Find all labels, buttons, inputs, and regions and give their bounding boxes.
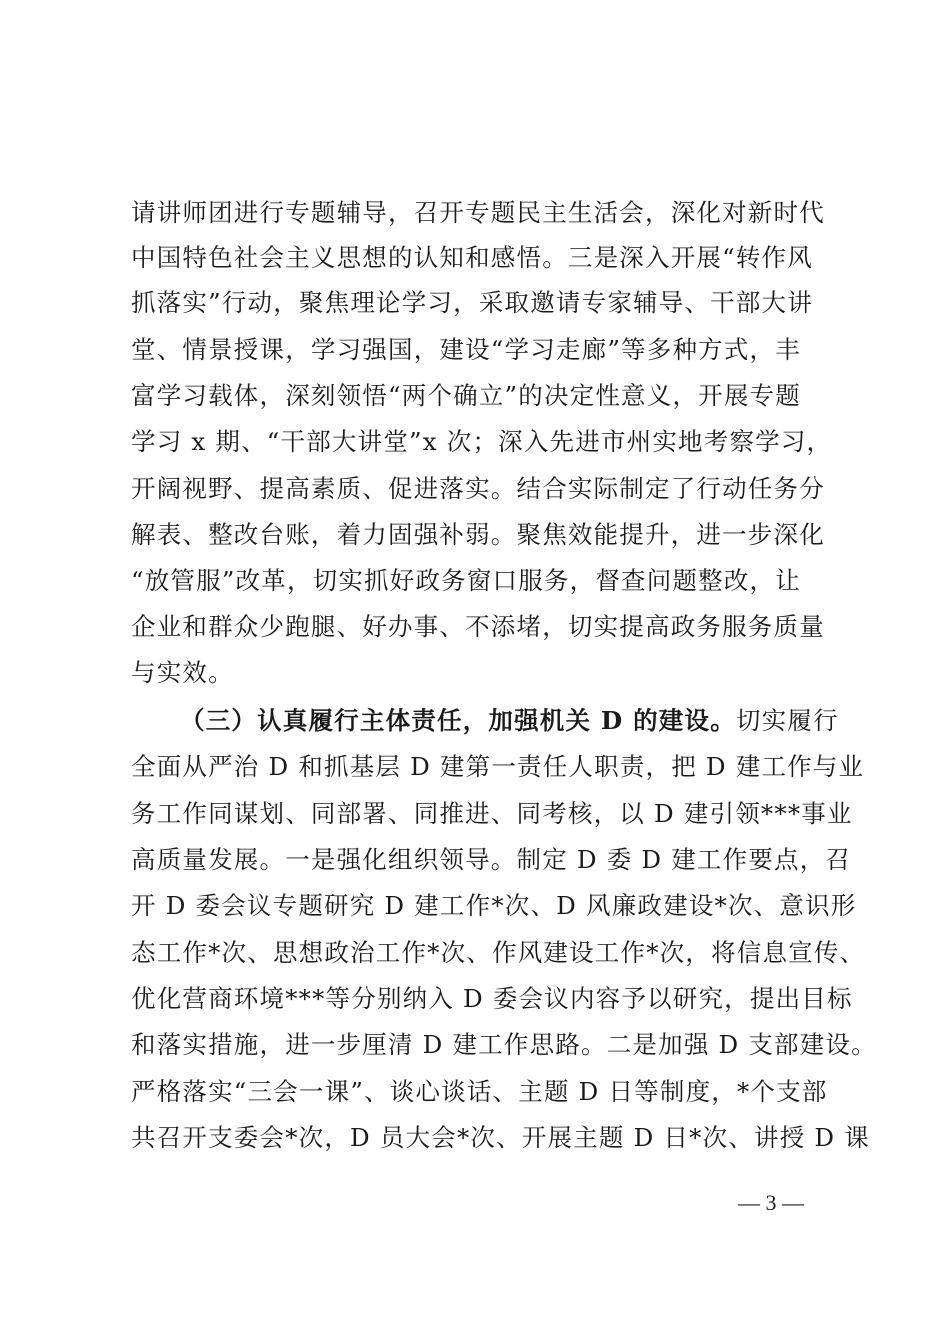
body-line-6: 学习 x 期、“干部大讲堂”x 次；深入先进市州实地考察学习， bbox=[131, 427, 833, 456]
body-line-7: 开阔视野、提高素质、促进落实。结合实际制定了行动任务分 bbox=[131, 474, 825, 503]
body-line-2: 中国特色社会主义思想的认知和感悟。三是深入开展“转作风 bbox=[131, 243, 813, 272]
section-3-line-4: 开 D 委会议专题研究 D 建工作*次、D 风廉政建设*次、意识形 bbox=[131, 891, 857, 920]
section-3-line-6: 优化营商环境***等分别纳入 D 委会议内容予以研究，提出目标 bbox=[131, 984, 853, 1013]
section-3-line-7: 和落实措施，进一步厘清 D 建工作思路。二是加强 D 支部建设。 bbox=[131, 1030, 877, 1059]
body-line-8: 解表、整改台账，着力固强补弱。聚焦效能提升，进一步深化 bbox=[131, 520, 825, 549]
body-line-10: 企业和群众少跑腿、好办事、不添堵，切实提高政务服务质量 bbox=[131, 612, 825, 641]
section-3-line-5: 态工作*次、思想政治工作*次、作风建设工作*次，将信息宣传、 bbox=[131, 938, 866, 967]
section-3-line-8: 严格落实“三会一课”、谈心谈话、主题 D 日等制度，*个支部 bbox=[131, 1077, 828, 1106]
section-3-line-9: 共召开支委会*次，D 员大会*次、开展主题 D 日*次、讲授 D 课 bbox=[131, 1123, 870, 1152]
body-line-4: 堂、情景授课，学习强国，建设“学习走廊”等多种方式，丰 bbox=[131, 335, 801, 364]
body-line-11: 与实效。 bbox=[131, 658, 234, 687]
section-3-line-3: 高质量发展。一是强化组织领导。制定 D 委 D 建工作要点，召 bbox=[131, 845, 852, 874]
section-3-heading: （三）认真履行主体责任，加强机关 D 的建设。 bbox=[180, 706, 736, 735]
section-3-first-line bbox=[180, 704, 850, 738]
section-3-line-2: 务工作同谋划、同部署、同推进、同考核，以 D 建引领***事业 bbox=[131, 799, 853, 828]
body-line-5: 富学习载体，深刻领悟“两个确立”的决定性意义，开展专题 bbox=[131, 381, 801, 410]
body-line-9: “放管服”改革，切实抓好政务窗口服务，督查问题整改，让 bbox=[131, 566, 801, 595]
body-line-3: 抓落实”行动，聚焦理论学习，采取邀请专家辅导、干部大讲 bbox=[131, 288, 813, 317]
page-number: — 3 — bbox=[738, 1190, 804, 1215]
section-3-heading-continuation: 切实履行 bbox=[735, 706, 839, 735]
body-line-1: 请讲师团进行专题辅导，召开专题民主生活会，深化对新时代 bbox=[131, 198, 825, 227]
section-3-line-1: 全面从严治 D 和抓基层 D 建第一责任人职责，把 D 建工作与业 bbox=[131, 752, 865, 781]
